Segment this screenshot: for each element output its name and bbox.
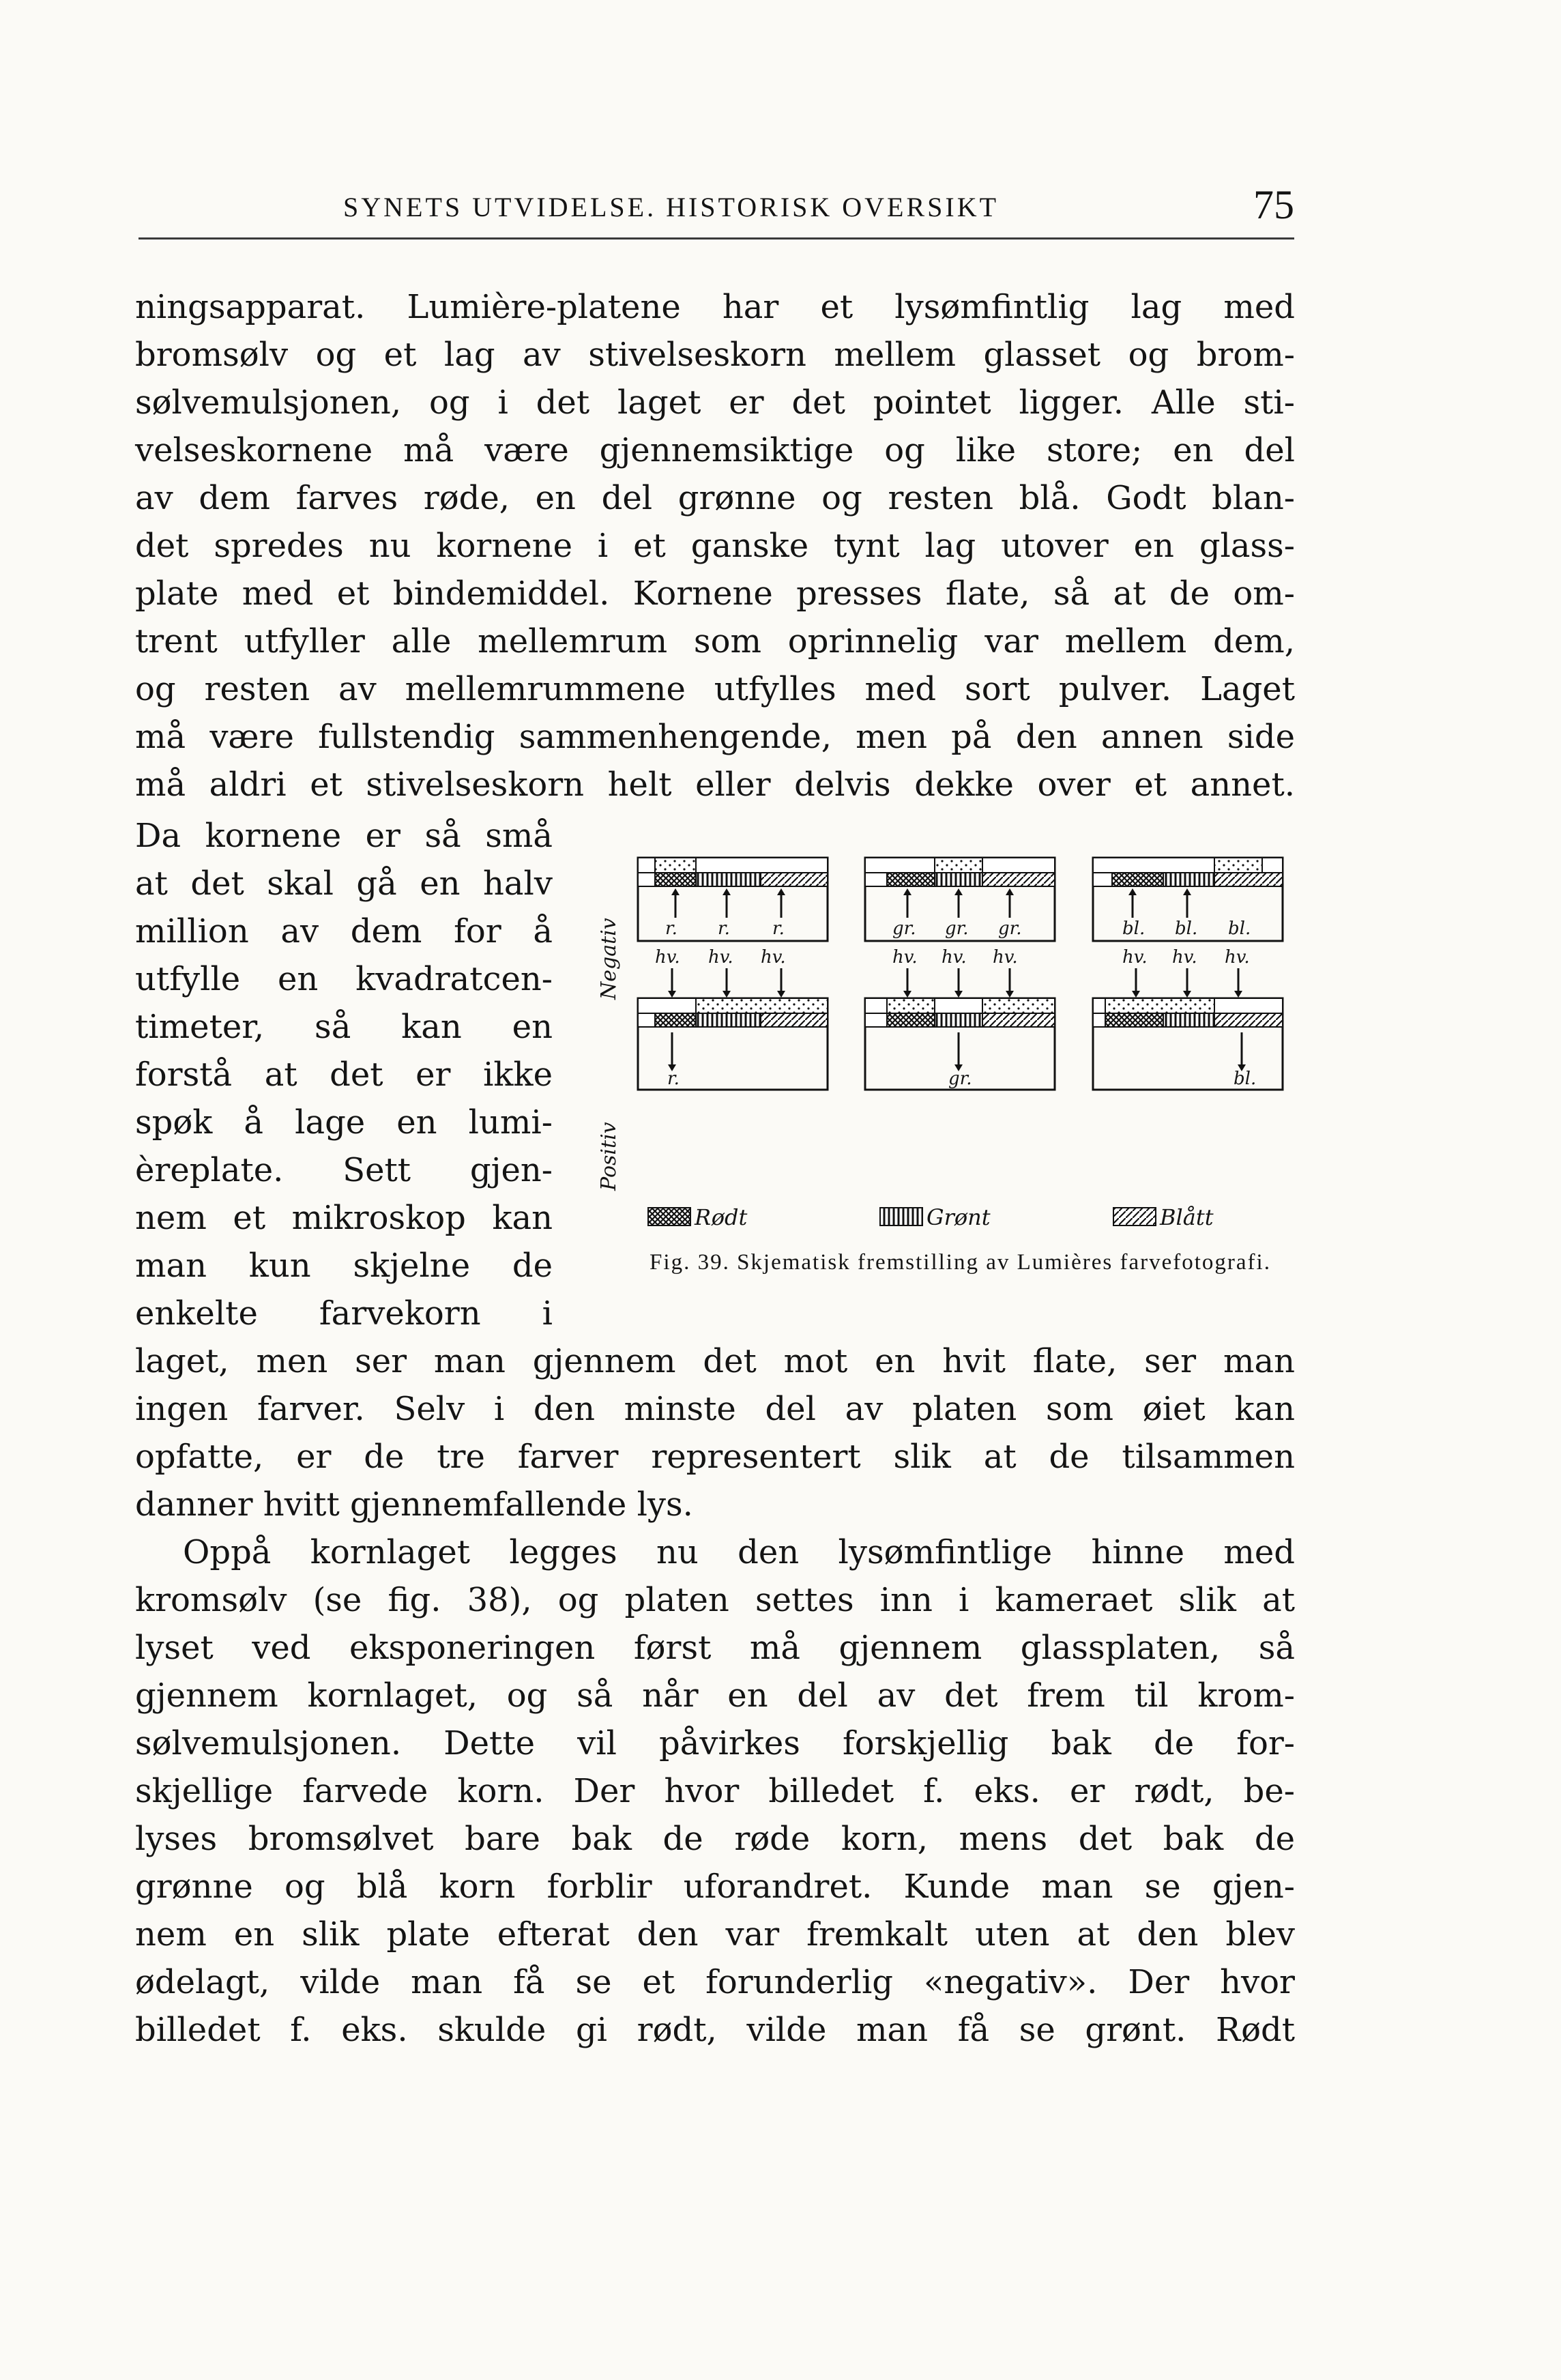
text-line: opfatte, er de tre farver representert slik at de tilsammen [135, 1438, 1295, 1476]
text-line: grønne og blå korn forblir uforandret. Kunde man se gjen- [135, 1868, 1295, 1906]
panel-label: bl. [1234, 1069, 1257, 1089]
text-line: timeter, så kan en [135, 1008, 553, 1046]
panel-label: gr. [892, 918, 916, 939]
panel-label: r. [718, 918, 730, 939]
text-line: må aldri et stivelseskorn helt eller delvis dekke over et annet. [135, 766, 1295, 804]
page-header [138, 179, 1294, 240]
text-line: bromsølv og et lag av stivelseskorn mellem glasset og brom- [135, 336, 1295, 374]
text-line: Oppå kornlaget legges nu den lysømfintlige hinne med [183, 1533, 1295, 1571]
positive-label: Positiv [597, 1122, 621, 1191]
text-line: èreplate. Sett gjen- [135, 1151, 553, 1189]
text-line: må være fullstendig sammenhengende, men på den annen side [135, 718, 1295, 756]
panel-label: gr. [998, 918, 1022, 939]
text-line: plate med et bindemiddel. Kornene presses flate, så at de om- [135, 575, 1295, 613]
light-label: hv. [708, 947, 733, 968]
running-title: SYNETS UTVIDELSE. HISTORISK OVERSIKT [343, 192, 1000, 222]
legend-swatch-green [880, 1208, 922, 1225]
text-line: skjellige farvede korn. Der hvor billedet f. eks. er rødt, be- [135, 1772, 1295, 1810]
text-line: at det skal gå en halv [135, 865, 553, 903]
light-label: hv. [1172, 947, 1197, 968]
lumiere-diagram [587, 843, 1296, 1252]
text-line: lyset ved eksponeringen først må gjennem glassplaten, så [135, 1629, 1295, 1667]
legend [648, 1204, 1214, 1230]
light-label: hv. [942, 947, 967, 968]
text-line: utfylle en kvadratcen- [135, 960, 553, 998]
text-line: billedet f. eks. skulde gi rødt, vilde man få se grønt. Rødt [135, 2011, 1295, 2049]
panel-red [638, 858, 828, 1090]
text-line: det spredes nu kornene i et ganske tynt lag utover en glass- [135, 527, 1295, 565]
text-line: velseskornene må være gjennemsiktige og like store; en del [135, 431, 1295, 469]
figure-caption: Fig. 39. Skjematisk fremstilling av Lumières farvefotografi. [650, 1250, 1271, 1275]
text-line: man kun skjelne de [135, 1247, 553, 1285]
text-line: gjennem kornlaget, og så når en del av det frem til krom- [135, 1677, 1295, 1715]
legend-swatch-red [648, 1208, 690, 1225]
text-line: million av dem for å [135, 912, 553, 950]
text-line: laget, men ser man gjennem det mot en hvit flate, ser man [135, 1342, 1295, 1380]
light-label: hv. [1122, 947, 1148, 968]
text-line: sølvemulsjonen. Dette vil påvirkes forskjellig bak de for- [135, 1724, 1295, 1762]
text-line: av dem farves røde, en del grønne og resten blå. Godt blan- [135, 479, 1295, 517]
text-line: kromsølv (se fig. 38), og platen settes inn i kameraet slik at [135, 1581, 1295, 1619]
panel-label: r. [667, 1069, 680, 1089]
panel-label: bl. [1175, 918, 1198, 939]
text-line: forstå at det er ikke [135, 1056, 553, 1094]
text-line: spøk å lage en lumi- [135, 1103, 553, 1142]
panel-green [865, 858, 1055, 1090]
text-line: nem en slik plate efterat den var fremkalt uten at den blev [135, 1915, 1295, 1954]
text-line: sølvemulsjonen, og i det laget er det pointet ligger. Alle sti- [135, 383, 1295, 422]
panel-label: r. [665, 918, 677, 939]
panel-label: bl. [1122, 918, 1146, 939]
panel-blue [1093, 858, 1283, 1090]
legend-label-blue: Blått [1160, 1204, 1214, 1230]
page-number: 75 [1253, 182, 1294, 227]
light-label: hv. [761, 947, 786, 968]
panel-label: bl. [1228, 918, 1251, 939]
panel-label: r. [772, 918, 785, 939]
panel-label: gr. [948, 1069, 972, 1089]
panel-label: gr. [945, 918, 969, 939]
text-line: og resten av mellemrummene utfylles med sort pulver. Laget [135, 670, 1295, 708]
legend-label-green: Grønt [927, 1204, 991, 1230]
text-line: danner hvitt gjennemfallende lys. [135, 1485, 693, 1524]
light-label: hv. [892, 947, 918, 968]
negative-label: Negativ [597, 918, 621, 1000]
figure-39 [587, 843, 1296, 1320]
text-line: ødelagt, vilde man få se et forunderlig «negativ». Der hvor [135, 1963, 1295, 2001]
text-line: enkelte farvekorn i [135, 1294, 553, 1333]
legend-swatch-blue [1113, 1208, 1156, 1225]
light-label: hv. [655, 947, 680, 968]
light-label: hv. [993, 947, 1018, 968]
text-line: nem et mikroskop kan [135, 1199, 553, 1237]
legend-label-red: Rødt [695, 1204, 748, 1230]
text-line: ingen farver. Selv i den minste del av platen som øiet kan [135, 1390, 1295, 1428]
text-line: Da kornene er så små [135, 817, 553, 855]
light-label: hv. [1225, 947, 1250, 968]
text-line: lyses bromsølvet bare bak de røde korn, mens det bak de [135, 1820, 1295, 1858]
header-rule [138, 237, 1294, 240]
text-line: ningsapparat. Lumière-platene har et lysømfintlig lag med [135, 288, 1295, 326]
text-line: trent utfyller alle mellemrum som oprinnelig var mellem dem, [135, 622, 1295, 661]
